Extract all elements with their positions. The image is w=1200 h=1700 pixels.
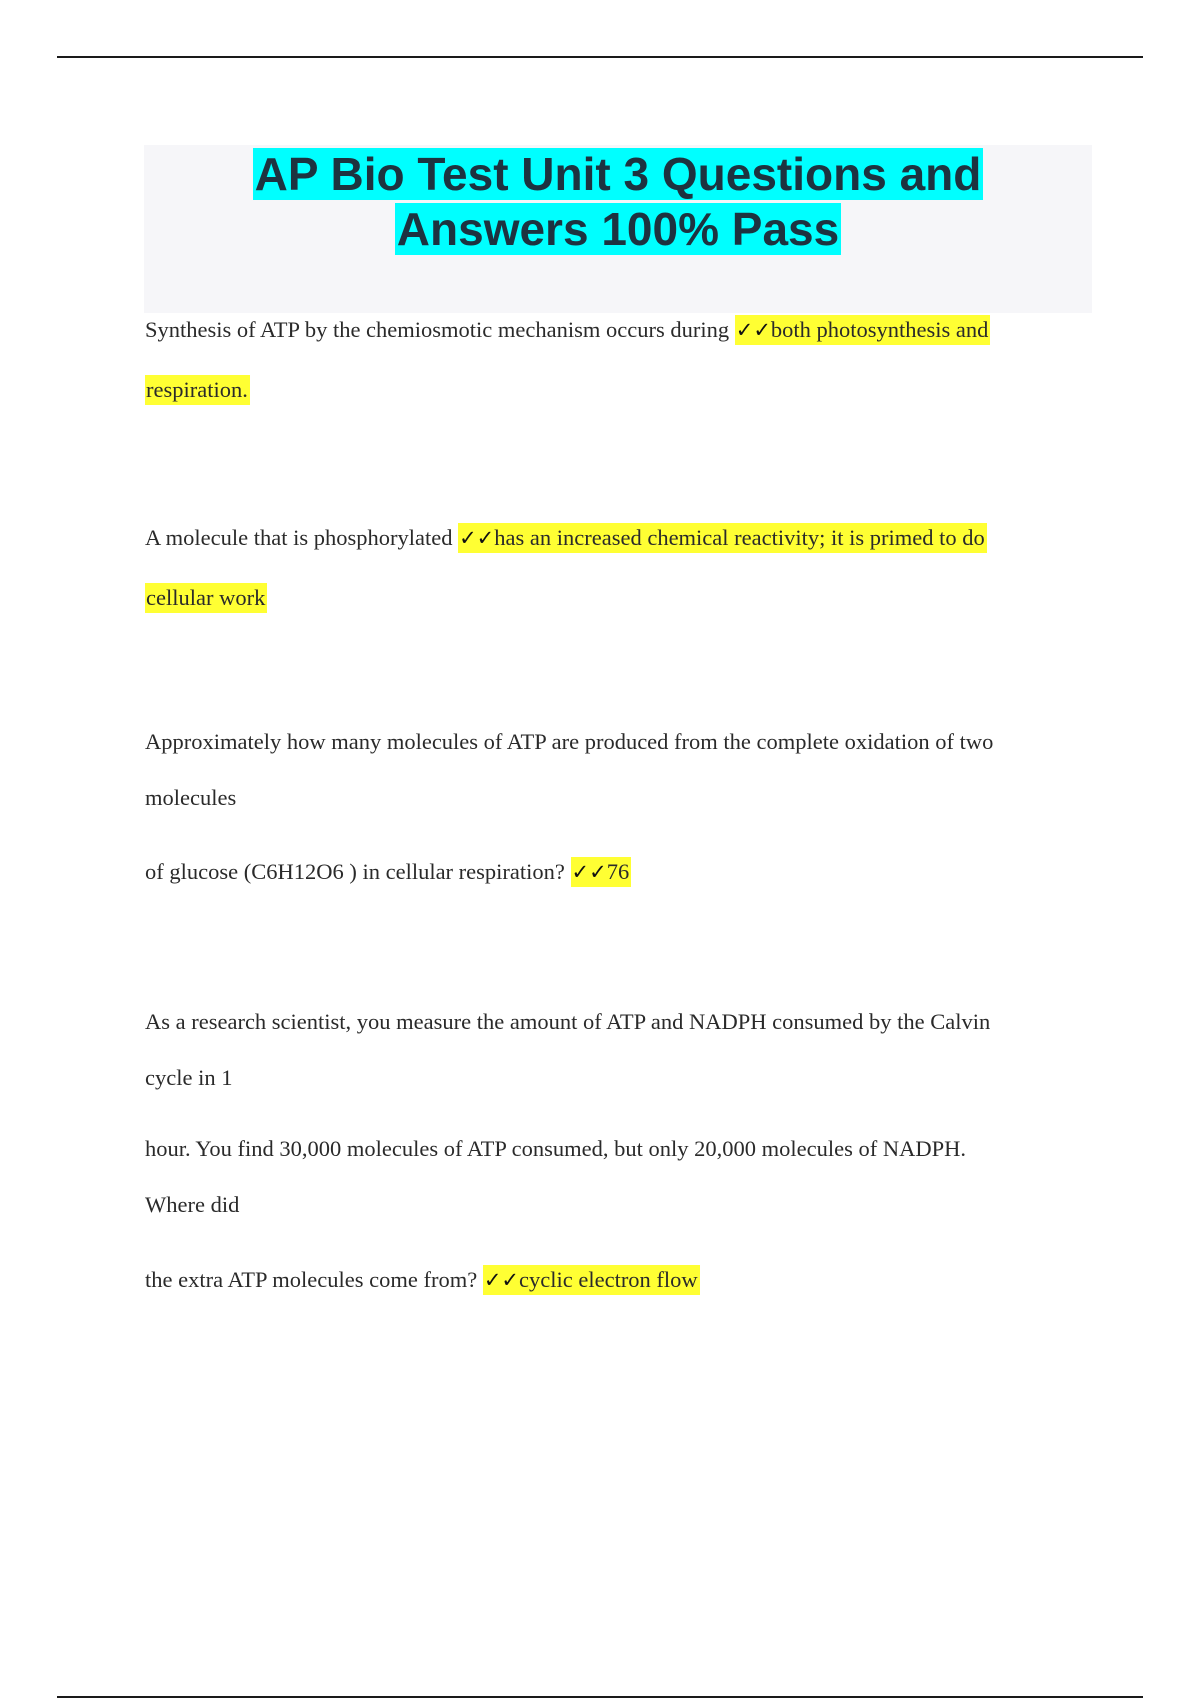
question-4-line-4: Where did (145, 1192, 240, 1217)
answer-2-text-line-2: cellular work (145, 583, 267, 613)
title-banner (144, 145, 1092, 313)
question-3-line-2: molecules (145, 785, 237, 810)
double-check-icon: ✓✓ (571, 860, 607, 884)
question-3-line-3 (145, 857, 631, 887)
answer-1-text-line-1: both photosynthesis and (770, 317, 989, 342)
answer-3-highlight (571, 857, 632, 887)
double-check-icon: ✓✓ (735, 318, 771, 342)
footer-rule (57, 1696, 1143, 1698)
question-4-line-3: hour. You find 30,000 molecules of ATP consumed, but only 20,000 molecules of NADPH. (145, 1136, 967, 1161)
answer-2-highlight (458, 523, 987, 553)
question-3-line-1: Approximately how many molecules of ATP are produced from the complete oxidation of two (145, 729, 994, 754)
question-2-line-1 (145, 523, 987, 553)
question-4-line-2: cycle in 1 (145, 1065, 233, 1090)
answer-4-highlight (483, 1265, 700, 1295)
double-check-icon: ✓✓ (459, 526, 495, 550)
question-4-line-5 (145, 1265, 700, 1295)
answer-1-line-2 (145, 375, 250, 405)
question-1-text: Synthesis of ATP by the chemiosmotic mechanism occurs during (145, 317, 735, 342)
question-1-line-1 (145, 315, 990, 345)
header-rule (57, 56, 1143, 58)
answer-2-text-line-1: has an increased chemical reactivity; it is primed to do (494, 525, 985, 550)
question-3-text: of glucose (C6H12O6 ) in cellular respiration? (145, 859, 571, 884)
answer-4-text: cyclic electron flow (519, 1267, 698, 1292)
answer-3-text: 76 (606, 859, 630, 884)
title-line-2: Answers 100% Pass (396, 203, 840, 255)
question-2-text: A molecule that is phosphorylated (145, 525, 459, 550)
question-4-line-1: As a research scientist, you measure the amount of ATP and NADPH consumed by the Calvin (145, 1009, 991, 1034)
double-check-icon: ✓✓ (483, 1268, 520, 1292)
answer-2-line-2 (145, 583, 267, 613)
answer-1-highlight (735, 315, 991, 345)
title-line-1: AP Bio Test Unit 3 Questions and (254, 148, 982, 200)
question-4-text: the extra ATP molecules come from? (145, 1267, 483, 1292)
answer-1-text-line-2: respiration. (145, 375, 250, 405)
document-title (144, 147, 1092, 257)
